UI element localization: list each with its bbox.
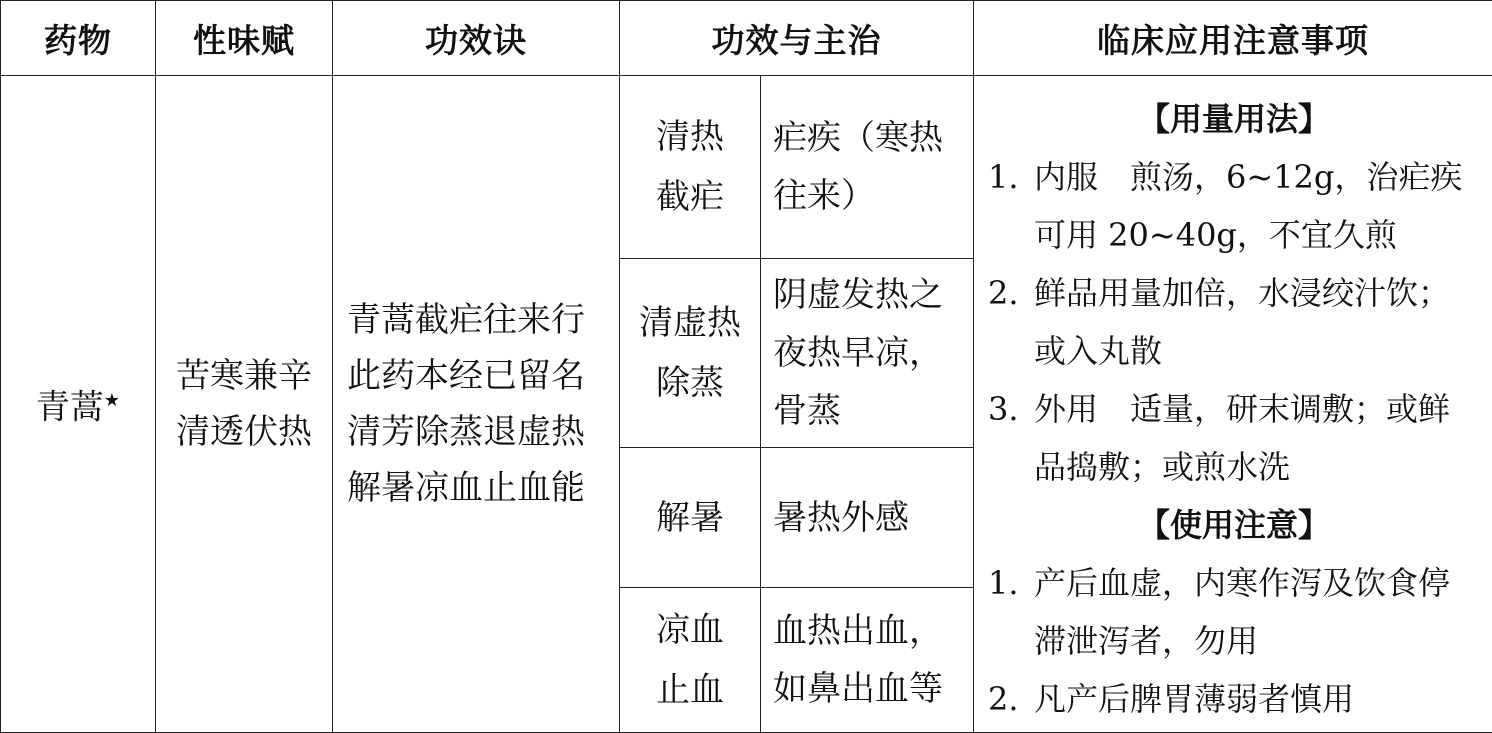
indication-cell	[761, 448, 974, 588]
formula-cell	[333, 76, 620, 733]
caution-item	[988, 670, 1480, 728]
header-row	[1, 1, 1492, 76]
drug-cell	[1, 76, 156, 733]
header-formula: 功效诀	[333, 1, 620, 76]
key-drug-star-icon: ★	[103, 389, 121, 411]
caution-title: 【使用注意】	[1137, 506, 1330, 544]
indication-cell	[761, 588, 974, 733]
effect-line: 凉血	[656, 610, 724, 650]
taste-cell	[156, 76, 333, 733]
usage-item	[988, 148, 1480, 264]
indication-line: 阴虚发热之	[773, 275, 943, 315]
indication-line: 血热出血，	[773, 611, 943, 651]
indication-line: 骨蒸	[773, 391, 841, 431]
taste-line: 清透伏热	[176, 412, 312, 452]
header-taste: 性味赋	[156, 1, 333, 76]
item-text: 鲜品用量加倍，水浸绞汁饮；或入丸散	[1034, 274, 1451, 370]
usage-title: 【用量用法】	[1137, 100, 1330, 138]
notes-cell	[974, 76, 1492, 733]
effect-line: 清虚热	[639, 303, 741, 343]
indication-line: 往来）	[773, 176, 875, 216]
item-text: 内服 煎汤，6~12g，治疟疾可用 20~40g，不宜久煎	[1034, 158, 1463, 254]
formula-line: 解暑凉血止血能	[347, 468, 585, 508]
effect-line: 清热	[656, 117, 724, 157]
indication-line: 暑热外感	[773, 497, 909, 538]
formula-line: 清芳除蒸退虚热	[347, 412, 585, 452]
drug-name: 青蒿	[35, 387, 104, 428]
effect-line: 解暑	[656, 497, 724, 538]
caution-item	[988, 554, 1480, 670]
indication-cell	[761, 259, 974, 448]
formula-line: 此药本经已留名	[347, 356, 585, 396]
indication-line: 如鼻出血等	[773, 669, 943, 709]
item-number: 2.	[988, 680, 1019, 718]
item-text: 产后血虚，内寒作泻及饮食停滞泄泻者，勿用	[1034, 564, 1451, 660]
effect-cell	[620, 448, 761, 588]
item-number: 1.	[988, 158, 1019, 196]
indication-line: 夜热早凉，	[773, 333, 943, 373]
item-text: 外用 适量，研末调敷；或鲜品捣敷；或煎水洗	[1034, 390, 1451, 486]
effect-line: 截疟	[656, 177, 724, 217]
header-notes: 临床应用注意事项	[974, 1, 1492, 76]
item-number: 2.	[988, 274, 1019, 312]
item-number: 1.	[988, 564, 1019, 602]
header-drug: 药物	[1, 1, 156, 76]
effect-line: 止血	[656, 670, 724, 710]
item-number: 3.	[988, 390, 1019, 428]
usage-item	[988, 380, 1480, 496]
formula-line: 青蒿截疟往来行	[347, 300, 585, 340]
effect-cell	[620, 76, 761, 259]
item-text: 凡产后脾胃薄弱者慎用	[1034, 680, 1355, 718]
header-functions: 功效与主治	[620, 1, 974, 76]
taste-line: 苦寒兼辛	[176, 356, 312, 396]
effect-line: 除蒸	[656, 363, 724, 403]
effect-cell	[620, 588, 761, 733]
usage-item	[988, 264, 1480, 380]
effect-cell	[620, 259, 761, 448]
table-row	[1, 76, 1492, 259]
indication-cell	[761, 76, 974, 259]
indication-line: 疟疾（寒热	[773, 118, 943, 158]
